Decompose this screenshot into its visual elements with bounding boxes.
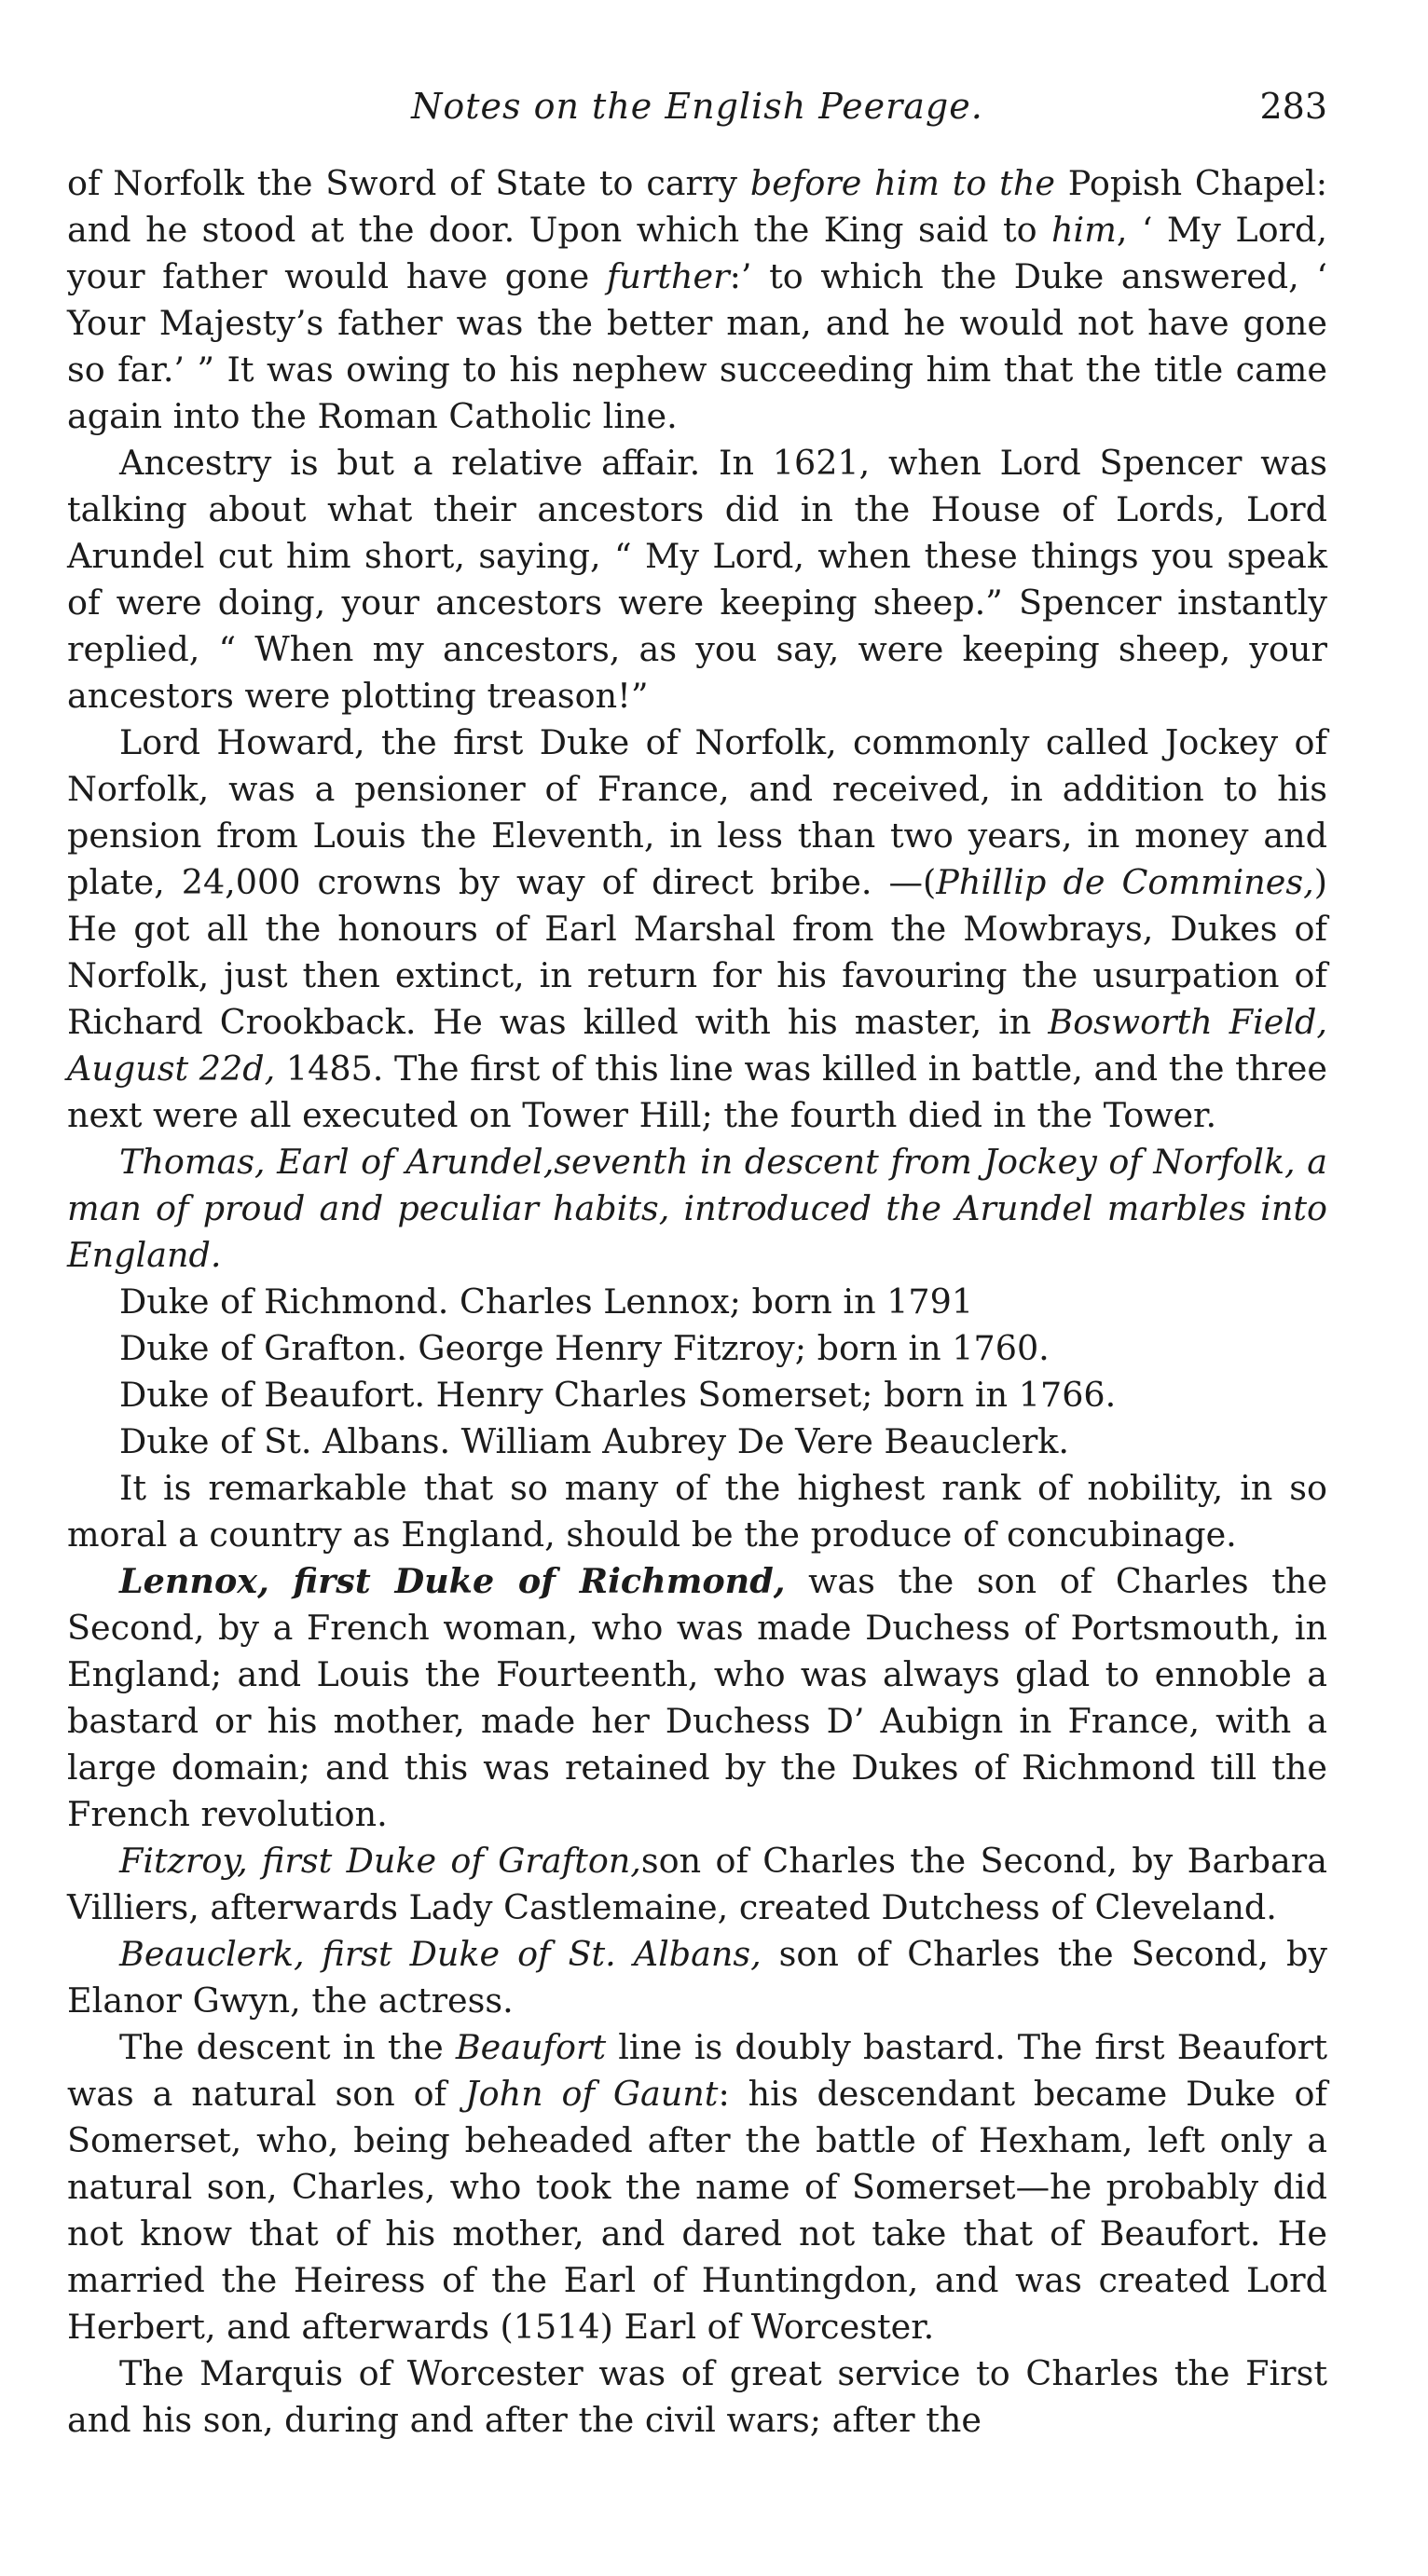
dukes-list [67,1279,1327,1465]
text-run: before him to the [749,163,1055,203]
text-run: Ancestry is but a relative affair. In 1621, when Lord Spencer was talking about what their ancestors did in the House of Lords, Lord Arundel cut him short, saying, “ My Lord, when these things you speak of were doing, your ancestors were keeping sheep.” Spencer instantly replied, “ When my ancestors, as you say, were keeping sheep, your ancestors were plotting treason!” [67,443,1327,716]
text-run: , ‘ My Lord, your father would have gone [67,210,1327,296]
text-run: The Marquis of Worcester was of great service to Charles the First and his son, during and after the civil wars; after the [67,2353,1327,2440]
text-run: of Norfolk the Sword of State to carry [67,163,750,203]
text-run: son of Charles the Second, by Elanor Gwyn, the actress. [67,1934,1327,2021]
text-run: Bosworth Field, August 22d, [67,1002,1327,1089]
body-text [67,160,1327,2444]
duke-entry: Duke of St. Albans. William Aubrey De Vere Beauclerk. [119,1421,1070,1461]
text-run: Fitzroy, first Duke of Grafton, [119,1841,641,1881]
text-run: Phillip de Commines, [936,862,1314,902]
page-number: 283 [1259,86,1327,127]
text-run: was the son of Charles the Second, by a French woman, who was made Duchess of Portsmouth, in England; and Louis the Fourteenth, who was always glad to ennoble a bastard or his mother, made her Duchess D’ Aubign in France, with a large domain; and this was retained by the Dukes of Richmond till the French revolution. [67,1561,1327,1834]
text-run: Popish Chapel: and he stood at the door. Upon which the King said to [67,163,1328,250]
duke-entry: Duke of Richmond. Charles Lennox; born in 1791 [119,1281,974,1322]
paragraph [67,1931,1327,2024]
paragraph [67,2024,1327,2350]
text-run: Thomas, Earl of Arundel,seventh in descent from Jockey of Norfolk, a man of proud and peculiar habits, introduced the Arundel marbles into England. [67,1142,1327,1275]
text-run: Lennox, first Duke of Richmond, [119,1561,786,1601]
text-run: Beaufort [455,2027,607,2067]
text-run: The descent in the [119,2027,456,2067]
paragraph [67,719,1327,1139]
text-run: son of Charles the Second, by Barbara Villiers, afterwards Lady Castlemaine, created Dutchess of Cleveland. [67,1841,1327,1927]
running-title: Notes on the English Peerage. [411,86,983,127]
paragraph [67,1139,1327,1279]
duke-entry: Duke of Beaufort. Henry Charles Somerset; born in 1766. [119,1375,1117,1415]
text-run: ) He got all the honours of Earl Marshal from the Mowbrays, Dukes of Norfolk, just then extinct, in return for his favouring the usurpation of Richard Crookback. He was killed with his master, in [67,862,1327,1042]
duke-entry: Duke of Grafton. George Henry Fitzroy; born in 1760. [119,1328,1050,1368]
text-run: him [1051,210,1117,250]
text-run: line is doubly bastard. The first Beaufort was a natural son of [67,2027,1327,2114]
paragraph [67,440,1327,719]
paragraph [67,160,1327,440]
book-page [67,86,1327,2444]
text-run: It is remarkable that so many of the highest rank of nobility, in so moral a country as England, should be the produce of concubinage. [67,1468,1327,1555]
paragraph [67,1558,1327,1838]
text-run: John of Gaunt [464,2074,719,2114]
text-run: further [606,256,730,296]
running-head [67,86,1327,142]
text-run: : his descendant became Duke of Somerset, who, being beheaded after the battle of Hexham, left only a natural son, Charles, who took the name of Somerset—he probably did not know that of his mother, and dared not take that of Beaufort. He married the Heiress of the Earl of Huntingdon, and was created Lord Herbert, and afterwards (1514) Earl of Worcester. [67,2074,1328,2347]
paragraph [67,1465,1327,1558]
text-run: Lord Howard, the first Duke of Norfolk, commonly called Jockey of Norfolk, was a pensioner of France, and received, in addition to his pension from Louis the Eleventh, in less than two years, in money and plate, 24,000 crowns by way of direct bribe. —( [67,722,1327,902]
text-run: Beauclerk, first Duke of St. Albans, [119,1934,762,1974]
paragraph [67,1838,1327,1931]
text-run: :’ to which the Duke answered, ‘ Your Majesty’s father was the better man, and he would not have gone so far.’ ” It was owing to his nephew succeeding him that the title came again into the Roman Catholic line. [67,256,1327,436]
text-run: 1485. The first of this line was killed in battle, and the three next were all executed on Tower Hill; the fourth died in the Tower. [67,1048,1328,1135]
paragraph [67,2350,1327,2444]
